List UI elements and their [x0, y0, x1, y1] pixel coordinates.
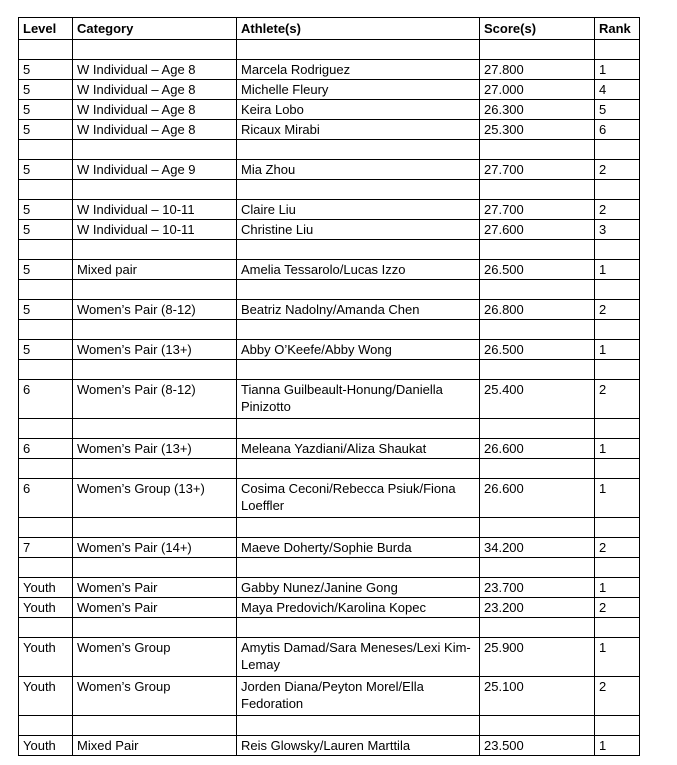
table-row: [19, 200, 640, 220]
cell-category: Women’s Pair (8-12): [73, 380, 237, 419]
cell-rank: 2: [595, 677, 640, 716]
cell-athletes-empty: [237, 140, 480, 160]
spacer-row: [19, 180, 640, 200]
cell-rank: 1: [595, 340, 640, 360]
cell-athletes: Amelia Tessarolo/Lucas Izzo: [237, 260, 480, 280]
table-row: [19, 677, 640, 716]
cell-category: Women’s Pair (13+): [73, 439, 237, 459]
cell-category: W Individual – Age 8: [73, 100, 237, 120]
cell-rank: 2: [595, 380, 640, 419]
cell-rank: 6: [595, 120, 640, 140]
cell-category: Women’s Pair: [73, 598, 237, 618]
cell-category: Women’s Group: [73, 677, 237, 716]
cell-category: W Individual – Age 8: [73, 80, 237, 100]
cell-rank: 3: [595, 220, 640, 240]
cell-score: 27.700: [480, 200, 595, 220]
spacer-row: [19, 618, 640, 638]
cell-score: 25.900: [480, 638, 595, 677]
cell-score: 25.300: [480, 120, 595, 140]
cell-athletes-empty: [237, 518, 480, 538]
cell-level-empty: [19, 518, 73, 538]
cell-athletes: Amytis Damad/Sara Meneses/Lexi Kim-Lemay: [237, 638, 480, 677]
table-row: [19, 260, 640, 280]
cell-score: 26.600: [480, 439, 595, 459]
cell-rank-empty: [595, 459, 640, 479]
cell-score-empty: [480, 240, 595, 260]
header-scores: Score(s): [480, 18, 595, 40]
cell-rank-empty: [595, 280, 640, 300]
cell-score-empty: [480, 360, 595, 380]
cell-level: Youth: [19, 736, 73, 756]
cell-rank: 2: [595, 160, 640, 180]
cell-athletes: Cosima Ceconi/Rebecca Psiuk/Fiona Loeffler: [237, 479, 480, 518]
cell-rank-empty: [595, 360, 640, 380]
cell-rank-empty: [595, 419, 640, 439]
cell-athletes: Jorden Diana/Peyton Morel/Ella Fedoration: [237, 677, 480, 716]
cell-category-empty: [73, 419, 237, 439]
cell-level: 5: [19, 160, 73, 180]
table-row: [19, 439, 640, 459]
cell-score: 26.300: [480, 100, 595, 120]
cell-category-empty: [73, 320, 237, 340]
cell-rank-empty: [595, 240, 640, 260]
cell-category: Women’s Pair (14+): [73, 538, 237, 558]
cell-rank: 1: [595, 260, 640, 280]
cell-athletes-empty: [237, 40, 480, 60]
cell-rank-empty: [595, 618, 640, 638]
spacer-row: [19, 40, 640, 60]
cell-level-empty: [19, 558, 73, 578]
cell-level: Youth: [19, 638, 73, 677]
cell-category-empty: [73, 360, 237, 380]
cell-level: 6: [19, 439, 73, 459]
cell-category-empty: [73, 40, 237, 60]
header-category: Category: [73, 18, 237, 40]
cell-category-empty: [73, 240, 237, 260]
cell-score: 27.700: [480, 160, 595, 180]
table-row: [19, 120, 640, 140]
cell-category: Women’s Group: [73, 638, 237, 677]
spacer-row: [19, 320, 640, 340]
cell-athletes-empty: [237, 360, 480, 380]
cell-level-empty: [19, 320, 73, 340]
spacer-row: [19, 518, 640, 538]
cell-athletes-empty: [237, 320, 480, 340]
cell-level: 6: [19, 479, 73, 518]
cell-score: 25.100: [480, 677, 595, 716]
cell-score-empty: [480, 140, 595, 160]
cell-level: 5: [19, 340, 73, 360]
table-row: [19, 578, 640, 598]
cell-category: Mixed pair: [73, 260, 237, 280]
spacer-row: [19, 558, 640, 578]
table-row: [19, 220, 640, 240]
spacer-row: [19, 716, 640, 736]
header-rank: Rank: [595, 18, 640, 40]
spacer-row: [19, 240, 640, 260]
cell-score: 23.500: [480, 736, 595, 756]
spacer-row: [19, 360, 640, 380]
cell-athletes-empty: [237, 558, 480, 578]
header-level: Level: [19, 18, 73, 40]
cell-score-empty: [480, 558, 595, 578]
cell-athletes: Christine Liu: [237, 220, 480, 240]
cell-rank: 1: [595, 479, 640, 518]
cell-score-empty: [480, 40, 595, 60]
cell-score: 26.500: [480, 260, 595, 280]
cell-level: 5: [19, 220, 73, 240]
cell-score-empty: [480, 459, 595, 479]
cell-level: 5: [19, 120, 73, 140]
cell-category-empty: [73, 518, 237, 538]
cell-athletes: Mia Zhou: [237, 160, 480, 180]
cell-level: 5: [19, 80, 73, 100]
cell-athletes-empty: [237, 459, 480, 479]
cell-level: 5: [19, 300, 73, 320]
cell-category: Women’s Pair: [73, 578, 237, 598]
cell-category-empty: [73, 558, 237, 578]
cell-level-empty: [19, 40, 73, 60]
cell-athletes: Claire Liu: [237, 200, 480, 220]
cell-level-empty: [19, 140, 73, 160]
cell-rank: 5: [595, 100, 640, 120]
cell-category: Women’s Pair (8-12): [73, 300, 237, 320]
cell-rank-empty: [595, 320, 640, 340]
cell-score: 27.000: [480, 80, 595, 100]
cell-category-empty: [73, 618, 237, 638]
cell-rank: 2: [595, 538, 640, 558]
cell-category: Women’s Group (13+): [73, 479, 237, 518]
cell-score-empty: [480, 180, 595, 200]
table-row: [19, 380, 640, 419]
table-row: [19, 340, 640, 360]
cell-score-empty: [480, 419, 595, 439]
cell-category-empty: [73, 180, 237, 200]
cell-score-empty: [480, 618, 595, 638]
cell-rank-empty: [595, 518, 640, 538]
results-table: [18, 17, 640, 756]
cell-rank: 2: [595, 598, 640, 618]
cell-athletes: Michelle Fleury: [237, 80, 480, 100]
cell-athletes-empty: [237, 280, 480, 300]
cell-rank: 1: [595, 578, 640, 598]
cell-athletes: Marcela Rodriguez: [237, 60, 480, 80]
table-row: [19, 479, 640, 518]
cell-rank-empty: [595, 40, 640, 60]
cell-category-empty: [73, 716, 237, 736]
table-row: [19, 160, 640, 180]
cell-score: 25.400: [480, 380, 595, 419]
cell-category: W Individual – Age 8: [73, 120, 237, 140]
cell-rank-empty: [595, 140, 640, 160]
cell-rank-empty: [595, 558, 640, 578]
table-row: [19, 538, 640, 558]
cell-category-empty: [73, 140, 237, 160]
cell-rank: 1: [595, 60, 640, 80]
cell-level-empty: [19, 618, 73, 638]
cell-score: 27.600: [480, 220, 595, 240]
header-athletes: Athlete(s): [237, 18, 480, 40]
cell-rank: 1: [595, 638, 640, 677]
table-row: [19, 300, 640, 320]
cell-score: 34.200: [480, 538, 595, 558]
cell-level: Youth: [19, 578, 73, 598]
cell-category: Mixed Pair: [73, 736, 237, 756]
cell-level: 6: [19, 380, 73, 419]
cell-athletes-empty: [237, 180, 480, 200]
spacer-row: [19, 459, 640, 479]
cell-level-empty: [19, 280, 73, 300]
cell-category: W Individual – 10-11: [73, 220, 237, 240]
cell-rank: 1: [595, 736, 640, 756]
table-row: [19, 638, 640, 677]
cell-athletes: Gabby Nunez/Janine Gong: [237, 578, 480, 598]
cell-level: 5: [19, 260, 73, 280]
cell-athletes: Tianna Guilbeault-Honung/Daniella Pinizotto: [237, 380, 480, 419]
cell-rank: 1: [595, 439, 640, 459]
table-row: [19, 100, 640, 120]
table-row: [19, 736, 640, 756]
cell-score: 26.500: [480, 340, 595, 360]
cell-athletes: Ricaux Mirabi: [237, 120, 480, 140]
cell-score: 27.800: [480, 60, 595, 80]
cell-athletes: Keira Lobo: [237, 100, 480, 120]
cell-athletes: Meleana Yazdiani/Aliza Shaukat: [237, 439, 480, 459]
cell-level: 5: [19, 200, 73, 220]
cell-athletes-empty: [237, 240, 480, 260]
cell-category-empty: [73, 459, 237, 479]
document-page: [18, 17, 640, 756]
cell-level: 5: [19, 100, 73, 120]
cell-category: W Individual – Age 9: [73, 160, 237, 180]
cell-rank: 2: [595, 200, 640, 220]
cell-rank: 4: [595, 80, 640, 100]
spacer-row: [19, 280, 640, 300]
table-row: [19, 60, 640, 80]
cell-athletes: Maya Predovich/Karolina Kopec: [237, 598, 480, 618]
table-row: [19, 80, 640, 100]
cell-category: W Individual – Age 8: [73, 60, 237, 80]
results-body: [19, 40, 640, 756]
cell-category: Women’s Pair (13+): [73, 340, 237, 360]
cell-level-empty: [19, 419, 73, 439]
cell-score: 26.800: [480, 300, 595, 320]
cell-category-empty: [73, 280, 237, 300]
cell-athletes-empty: [237, 618, 480, 638]
header-row: [19, 18, 640, 40]
cell-level-empty: [19, 360, 73, 380]
cell-athletes-empty: [237, 419, 480, 439]
cell-category: W Individual – 10-11: [73, 200, 237, 220]
cell-score-empty: [480, 518, 595, 538]
cell-level-empty: [19, 716, 73, 736]
cell-level: Youth: [19, 677, 73, 716]
cell-score-empty: [480, 716, 595, 736]
cell-score-empty: [480, 280, 595, 300]
cell-level: Youth: [19, 598, 73, 618]
cell-level-empty: [19, 240, 73, 260]
cell-rank: 2: [595, 300, 640, 320]
cell-athletes: Beatriz Nadolny/Amanda Chen: [237, 300, 480, 320]
table-row: [19, 598, 640, 618]
spacer-row: [19, 140, 640, 160]
cell-rank-empty: [595, 180, 640, 200]
cell-level-empty: [19, 180, 73, 200]
cell-athletes: Maeve Doherty/Sophie Burda: [237, 538, 480, 558]
cell-score: 23.700: [480, 578, 595, 598]
cell-level: 5: [19, 60, 73, 80]
cell-rank-empty: [595, 716, 640, 736]
cell-athletes: Reis Glowsky/Lauren Marttila: [237, 736, 480, 756]
cell-score: 23.200: [480, 598, 595, 618]
cell-athletes-empty: [237, 716, 480, 736]
cell-score: 26.600: [480, 479, 595, 518]
cell-score-empty: [480, 320, 595, 340]
cell-level: 7: [19, 538, 73, 558]
cell-athletes: Abby O’Keefe/Abby Wong: [237, 340, 480, 360]
cell-level-empty: [19, 459, 73, 479]
spacer-row: [19, 419, 640, 439]
